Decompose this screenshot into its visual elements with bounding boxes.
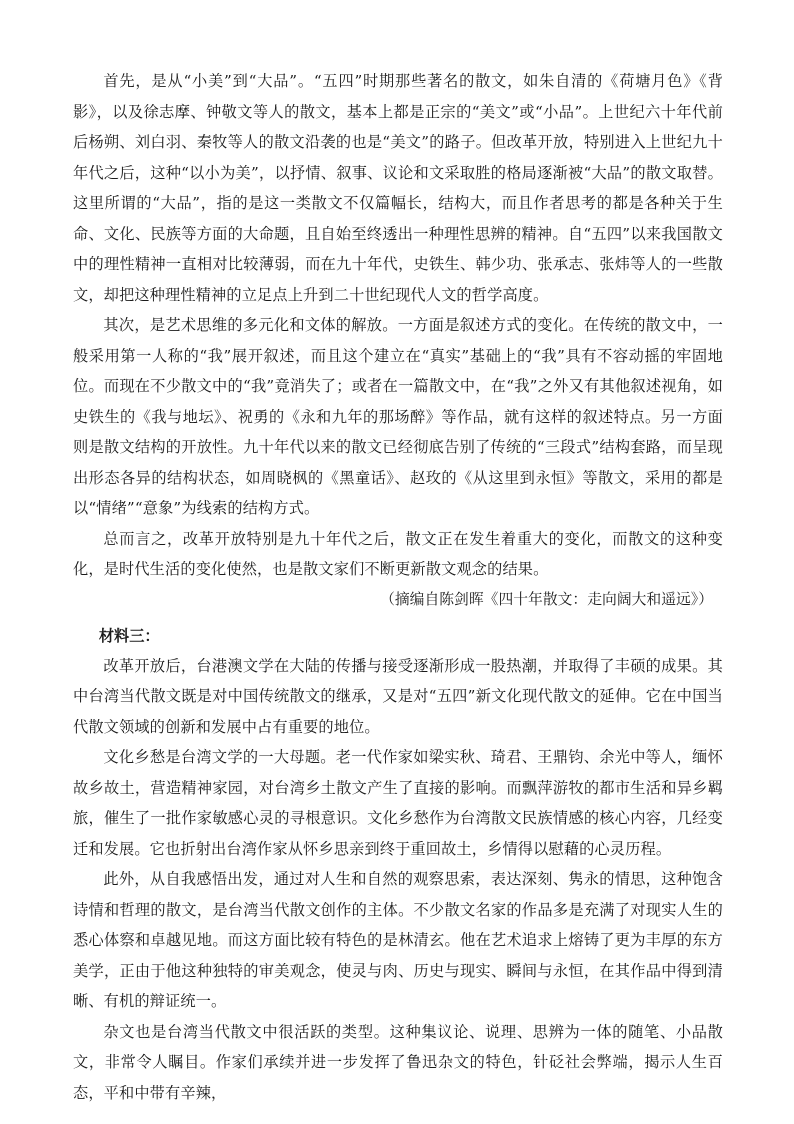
- paragraph-taiwan-prose-intro: 改革开放后，台港澳文学在大陆的传播与接受逐渐形成一股热潮，并取得了丰硕的成果。其中台湾当代散文既是对中国传统散文的继承，又是对“五四”新文化现代散文的延伸。它在中国当代散文领域的创新和发展中占有重要的地位。: [73, 656, 723, 736]
- paragraph-zawen: 杂文也是台湾当代散文中很活跃的类型。这种集议论、说理、思辨为一体的随笔、小品散文，非常令人瞩目。作家们承续并进一步发挥了鲁迅杂文的特色，针砭社会弊端，揭示人生百态，平和中带有辛辣，: [73, 1022, 723, 1102]
- paragraph-cultural-nostalgia: 文化乡愁是台湾文学的一大母题。老一代作家如梁实秋、琦君、王鼎钧、余光中等人，缅怀故乡故土，营造精神家园，对台湾乡土散文产生了直接的影响。而飘萍游牧的都市生活和异乡羁旅，催生了一批作家敏感心灵的寻根意识。文化乡愁作为台湾散文民族情感的核心内容，几经变迁和发展。它也折射出台湾作家从怀乡思亲到终于重回故土，乡情得以慰藉的心灵历程。: [73, 748, 723, 858]
- paragraph-artistic-thinking: 其次，是艺术思维的多元化和文体的解放。一方面是叙述方式的变化。在传统的散文中，一般采用第一人称的“我”展开叙述，而且这个建立在“真实”基础上的“我”具有不容动摇的牢固地位。而现在不少散文中的“我”竟消失了；或者在一篇散文中，在“我”之外又有其他叙述视角，如史铁生的《我与地坛》、祝勇的《永和九年的那场醉》等作品，就有这样的叙述特点。另一方面则是散文结构的开放性。九十年代以来的散文已经彻底告别了传统的“三段式”结构套路，而呈现出形态各异的结构状态，如周晓枫的《黑童话》、赵玫的《从这里到永恒》等散文，采用的都是以“情绪”“意象”为线索的结构方式。: [73, 316, 723, 517]
- paragraph-from-small-to-grand: 首先，是从“小美”到“大品”。“五四”时期那些著名的散文，如朱自清的《荷塘月色》《背影》，以及徐志摩、钟敬文等人的散文，基本上都是正宗的“美文”或“小品”。上世纪六十年代前后杨朔、刘白羽、秦牧等人的散文沿袭的也是“美文”的路子。但改革开放，特别进入上世纪九十年代之后，这种“以小为美”，以抒情、叙事、议论和文采取胜的格局逐渐被“大品”的散文取替。这里所谓的“大品”，指的是这一类散文不仅篇幅长，结构大，而且作者思考的都是各种关于生命、文化、民族等方面的大命题，且自始至终透出一种理性思辨的精神。自“五四”以来我国散文中的理性精神一直相对比较薄弱，而在九十年代，史铁生、韩少功、张承志、张炜等人的一些散文，却把这种理性精神的立足点上升到二十世纪现代人文的哲学高度。: [73, 72, 723, 304]
- paragraph-philosophical-prose: 此外，从自我感悟出发，通过对人生和自然的观察思索，表达深刻、隽永的情思，这种饱含诗情和哲理的散文，是台湾当代散文创作的主体。不少散文名家的作品多是充满了对现实人生的悉心体察和卓越见地。而这方面比较有特色的是林清玄。他在艺术追求上熔铸了更为丰厚的东方美学，正由于他这种独特的审美观念，使灵与肉、历史与现实、瞬间与永恒，在其作品中得到清晰、有机的辩证统一。: [73, 870, 723, 1010]
- document-page: [73, 66, 723, 1108]
- material-three-heading: 材料三：: [98, 626, 160, 645]
- paragraph-summary: 总而言之，改革开放特别是九十年代之后，散文正在发生着重大的变化，而散文的这种变化，是时代生活的变化使然，也是散文家们不断更新散文观念的结果。: [73, 529, 723, 578]
- source-citation: （摘编自陈剑晖《四十年散文：走向阔大和遥远》）: [380, 590, 713, 608]
